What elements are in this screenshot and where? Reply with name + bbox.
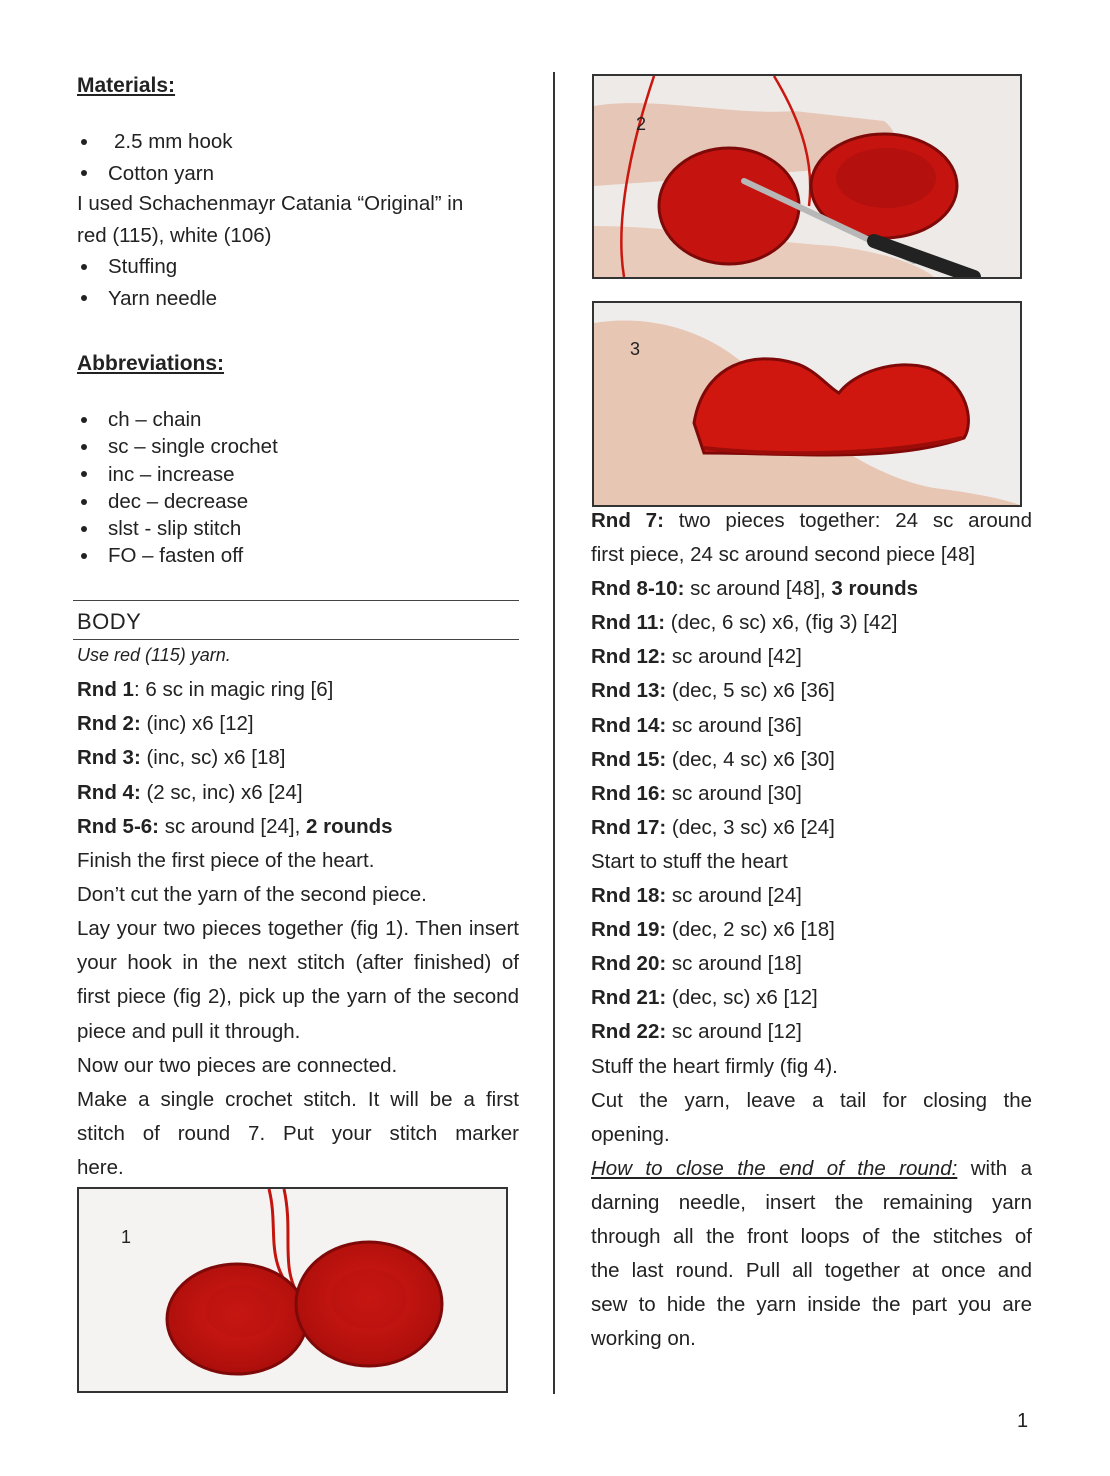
para-text: Now our two pieces are connected. xyxy=(77,1053,398,1077)
round-line xyxy=(77,707,427,741)
abbreviations-heading: Abbreviations: xyxy=(77,352,225,375)
note-line: I used Schachenmayr Catania “Original” in xyxy=(77,192,464,215)
round-line xyxy=(591,777,1032,811)
body-line: opening. xyxy=(591,1122,670,1146)
round-text: (dec, sc) x6 [12] xyxy=(666,986,818,1010)
round-line xyxy=(77,810,427,844)
body-line xyxy=(591,1152,1032,1186)
round-line xyxy=(591,572,1032,606)
round-line xyxy=(591,640,1032,674)
round-label: Rnd 15: xyxy=(591,747,667,771)
round-line xyxy=(591,1015,1032,1049)
figure-number: 1 xyxy=(121,1227,132,1247)
round-text: (dec, 2 sc) x6 [18] xyxy=(666,918,835,942)
round-text: sc around [18] xyxy=(666,952,802,976)
round-label: Rnd 20: xyxy=(591,952,667,976)
round-text: sc around [24] xyxy=(666,884,802,908)
round-line xyxy=(591,811,1032,845)
round-label: Rnd 13: xyxy=(591,679,667,703)
para-text: Lay your two pieces together (fig 1). Then insert your hook in the next stitch (after finished) of first piece (fig 2), pick up the yarn of the second piece and pull it through. xyxy=(77,917,519,1043)
round-line xyxy=(591,879,1032,913)
round-label: Rnd 18: xyxy=(591,884,667,908)
round-sep: : xyxy=(133,678,140,701)
list-item: Yarn needle xyxy=(77,283,217,315)
round-text: sc around [42] xyxy=(666,645,802,669)
body-line: Cut the yarn, leave a tail for closing the xyxy=(591,1088,1032,1112)
round-label: Rnd 11: xyxy=(591,611,666,635)
list-item: Stuffing xyxy=(77,251,217,283)
body-line: Finish the first piece of the heart. xyxy=(77,849,375,873)
round-bold-tail: 2 rounds xyxy=(306,814,393,838)
round-line xyxy=(77,673,427,707)
list-item: slst - slip stitch xyxy=(77,515,278,542)
materials-list xyxy=(77,126,233,189)
round-label: Rnd 5-6: xyxy=(77,814,159,838)
figure-2-photo xyxy=(592,74,1022,279)
column-divider xyxy=(553,72,555,1394)
list-item: Cotton yarn xyxy=(77,158,233,190)
close-tail: with a xyxy=(957,1156,1033,1180)
round-text: two pieces together: 24 sc around xyxy=(663,509,1032,532)
round-label: Rnd 4: xyxy=(77,780,141,804)
heart-in-hand-image xyxy=(594,303,1020,505)
round-text: (2 sc, inc) x6 [24] xyxy=(140,780,303,804)
round-label: Rnd 19: xyxy=(591,918,667,942)
round-line xyxy=(591,913,1032,947)
body-line: sew to hide the yarn inside the part you are xyxy=(591,1293,1032,1317)
round-label: Rnd 16: xyxy=(591,781,667,805)
body-heading: BODY xyxy=(77,609,142,634)
para-text: here. xyxy=(77,1156,124,1180)
round-text: (inc, sc) x6 [18] xyxy=(140,746,286,770)
round-line: first piece, 24 sc around second piece [48] xyxy=(591,543,976,567)
hook-joining-pieces-image xyxy=(594,76,1020,277)
abbreviations-list xyxy=(77,406,278,570)
round-line xyxy=(591,743,1032,777)
round-text: (dec, 4 sc) x6 [30] xyxy=(666,747,835,771)
round-line xyxy=(77,741,427,775)
figure-number: 3 xyxy=(630,339,641,359)
round-label: Rnd 1 xyxy=(77,678,134,701)
round-line xyxy=(591,674,1032,708)
instruction-paragraph xyxy=(77,1083,519,1186)
list-item: dec – decrease xyxy=(77,488,278,515)
round-label: Rnd 14: xyxy=(591,713,667,737)
round-label: Rnd 21: xyxy=(591,986,667,1010)
round-text: sc around [48], xyxy=(684,577,832,601)
round-text: (dec, 6 sc) x6, (fig 3) [42] xyxy=(665,611,898,635)
round-text: (inc) x6 [12] xyxy=(140,712,254,736)
round-bold-tail: 3 rounds xyxy=(831,577,918,601)
round-label: Rnd 12: xyxy=(591,645,667,669)
round-label: Rnd 2: xyxy=(77,712,141,736)
round-line xyxy=(77,776,427,810)
round-text: sc around [12] xyxy=(666,1020,802,1044)
round-list xyxy=(77,673,427,912)
round-line xyxy=(591,981,1032,1015)
yarn-note: Use red (115) yarn. xyxy=(77,645,231,665)
figure-3-photo xyxy=(592,301,1022,507)
list-item: inc – increase xyxy=(77,461,278,488)
materials-note xyxy=(77,188,497,251)
round-label: Rnd 8-10: xyxy=(591,577,685,601)
instruction-paragraph xyxy=(77,912,519,1083)
para-text: Make a single crochet stitch. It will be a first stitch of round 7. Put your stitch marker xyxy=(77,1088,519,1146)
round-label: Rnd 7: xyxy=(591,509,664,532)
round-line xyxy=(591,606,1032,640)
section-rule xyxy=(73,639,519,640)
round-label: Rnd 17: xyxy=(591,815,667,839)
body-line: darning needle, insert the remaining yarn xyxy=(591,1190,1032,1214)
round-label: Rnd 3: xyxy=(77,746,141,770)
list-item: ch – chain xyxy=(77,406,278,433)
round-line xyxy=(591,947,1032,981)
figure-number: 2 xyxy=(636,114,647,134)
materials-list-2 xyxy=(77,251,217,314)
round-text: (dec, 5 sc) x6 [36] xyxy=(666,679,835,703)
round-line xyxy=(591,709,1032,743)
list-item: sc – single crochet xyxy=(77,433,278,460)
round-text: 6 sc in magic ring [6] xyxy=(139,678,334,701)
round-line xyxy=(591,504,1032,538)
note-line: red (115), white (106) xyxy=(77,223,272,247)
body-line: Stuff the heart firmly (fig 4). xyxy=(591,1054,838,1078)
round-label: Rnd 22: xyxy=(591,1020,667,1044)
round-text: sc around [30] xyxy=(666,781,802,805)
list-item: 2.5 mm hook xyxy=(77,126,233,158)
round-instructions xyxy=(591,504,1032,1356)
body-line: the last round. Pull all together at once and xyxy=(591,1259,1032,1283)
materials-heading: Materials: xyxy=(77,74,176,97)
page-number: 1 xyxy=(1017,1410,1029,1432)
body-line: through all the front loops of the stitches of xyxy=(591,1224,1032,1248)
round-text: (dec, 3 sc) x6 [24] xyxy=(666,815,835,839)
two-crochet-circles-image xyxy=(79,1189,506,1391)
list-item: FO – fasten off xyxy=(77,542,278,569)
figure-1-photo xyxy=(77,1187,508,1393)
body-line: Don’t cut the yarn of the second piece. xyxy=(77,883,427,907)
round-text: sc around [36] xyxy=(666,713,802,737)
round-text: sc around [24], xyxy=(159,814,307,838)
section-rule xyxy=(73,600,519,601)
close-title: How to close the end of the round: xyxy=(591,1156,958,1180)
body-line: working on. xyxy=(591,1327,696,1351)
body-line: Start to stuff the heart xyxy=(591,849,788,873)
